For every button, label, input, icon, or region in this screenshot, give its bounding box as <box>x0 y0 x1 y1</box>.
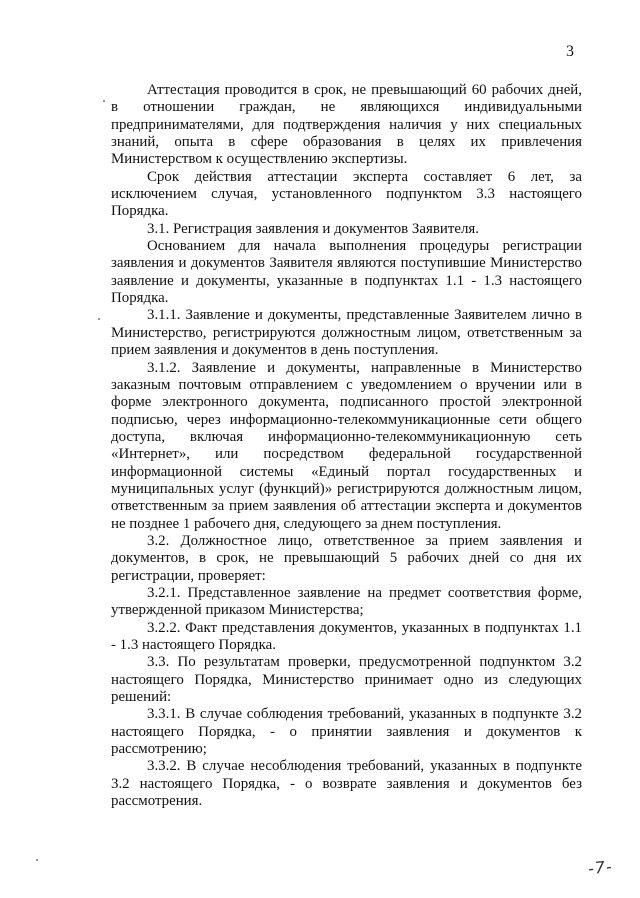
paragraph-3-1-2: 3.1.2. Заявление и документы, направленные в Министерство заказным почтовым отправлением с уведомлением о вручении или в форме электронного документа, подписанного простой электронной подписью, через информационно-телекоммуникационные сети общего доступа, включая информационно-телекоммуникационную сеть «Интернет», или посредством федеральной государственной информационной системы «Единый портал государственных и муниципальных услуг (функций)» регистрируются должностным лицом, ответственным за прием заявления об аттестации эксперта и документов не позднее 1 рабочего дня, следующего за днем поступления. <box>111 359 582 532</box>
handwritten-page-mark: -7- <box>587 856 614 879</box>
page-number: 3 <box>566 43 574 60</box>
paragraph-3-1-heading: 3.1. Регистрация заявления и документов Заявителя. <box>147 220 479 237</box>
scan-speck <box>36 859 38 861</box>
paragraph-3-3-1: 3.3.1. В случае соблюдения требований, указанных в подпункте 3.2 настоящего Порядка, - о принятии заявления и документов к рассмотрению; <box>111 706 582 758</box>
paragraph-3-2-2: 3.2.2. Факт представления документов, указанных в подпунктах 1.1 - 1.3 настоящего Порядка. <box>111 619 582 653</box>
paragraph-3-3-2: 3.3.2. В случае несоблюдения требований, указанных в подпункте 3.2 настоящего Порядка, - о возврате заявления и документов без рассмотрения. <box>111 758 582 810</box>
paragraph-attestation-term: Аттестация проводится в срок, не превышающий 60 рабочих дней, в отношении граждан, не являющихся индивидуальными предпринимателями, для подтверждения наличия у них специальных знаний, опыта в сфере образования в целях их привлечения Министерством к осуществлению экспертизы. <box>111 82 582 168</box>
paragraph-3-2: 3.2. Должностное лицо, ответственное за прием заявления и документов, в срок, не превышающий 5 рабочих дней со дня их регистрации, проверяет: <box>111 532 582 584</box>
paragraph-3-1-1: 3.1.1. Заявление и документы, представленные Заявителем лично в Министерство, регистрируются должностным лицом, ответственным за прием заявления и документов в день поступления. <box>111 307 582 359</box>
paragraph-registration-basis: Основанием для начала выполнения процедуры регистрации заявления и документов Заявителя являются поступившие Министерство заявление и документы, указанные в подпунктах 1.1 - 1.3 настоящего Порядка. <box>111 238 582 307</box>
document-body <box>111 82 582 810</box>
paragraph-3-3: 3.3. По результатам проверки, предусмотренной подпунктом 3.2 настоящего Порядка, Министерство принимает одно из следующих решений: <box>111 654 582 706</box>
paragraph-validity-period: Срок действия аттестации эксперта составляет 6 лет, за исключением случая, установленного подпунктом 3.3 настоящего Порядка. <box>111 168 582 220</box>
scan-speck <box>103 100 105 102</box>
paragraph-3-2-1: 3.2.1. Представленное заявление на предмет соответствия форме, утвержденной приказом Министерства; <box>111 584 582 619</box>
scan-speck <box>98 318 100 320</box>
